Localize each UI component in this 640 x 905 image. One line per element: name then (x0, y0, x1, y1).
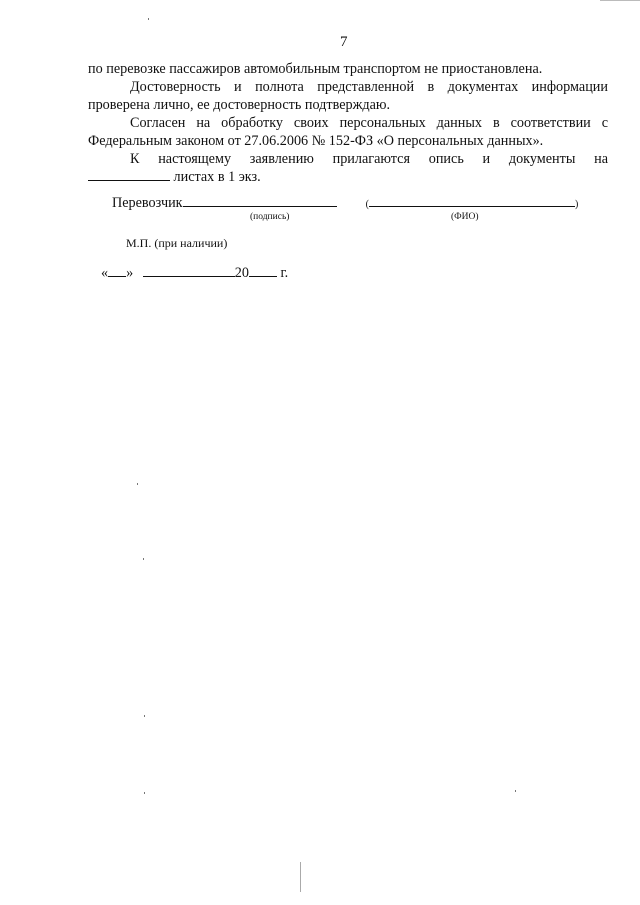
sheets-text: листах в 1 экз. (170, 169, 261, 185)
year-suffix: г. (280, 265, 289, 281)
paragraph-3-line-1: Согласен на обработку своих персональных данных в соответствии с (130, 115, 608, 131)
name-blank (369, 194, 575, 207)
scan-speck (515, 790, 516, 792)
date-line (101, 264, 288, 282)
scan-speck (144, 715, 145, 717)
page-number: 7 (340, 34, 348, 50)
date-open-quote: « (101, 265, 109, 281)
paragraph-1-line-1: по перевозке пассажиров автомобильным транспортом не приостановлена. (88, 61, 543, 77)
date-close-quote: » (126, 265, 134, 281)
paragraph-4-line-2 (88, 168, 608, 186)
scan-speck (143, 558, 144, 560)
scan-speck (148, 18, 149, 20)
name-open-paren: ( (365, 199, 370, 210)
scan-speck (144, 792, 145, 794)
day-blank (108, 264, 126, 277)
year-prefix: 20 (234, 265, 249, 281)
name-caption: (ФИО) (451, 212, 479, 222)
signature-row (112, 194, 578, 212)
year-blank (249, 264, 277, 277)
paragraph-3-line-2: Федеральным законом от 27.06.2006 № 152-ФЗ «О персональных данных». (88, 133, 544, 149)
month-blank (143, 264, 235, 277)
paragraph-2-line-2: проверена лично, ее достоверность подтверждаю. (88, 97, 391, 113)
name-close-paren: ) (575, 199, 579, 210)
carrier-label: Перевозчик (112, 195, 183, 211)
paragraph-2-line-1: Достоверность и полнота представленной в документах информации (130, 79, 608, 95)
scan-fold-line (300, 862, 301, 892)
scan-speck (137, 483, 138, 485)
paragraph-4-line-1: К настоящему заявлению прилагаются опись и документы на (130, 151, 608, 167)
signature-caption: (подпись) (250, 212, 290, 222)
scan-edge-mark (600, 0, 640, 1)
sheet-count-blank (88, 168, 170, 181)
signature-blank (183, 194, 337, 207)
stamp-note: М.П. (при наличии) (126, 236, 228, 250)
